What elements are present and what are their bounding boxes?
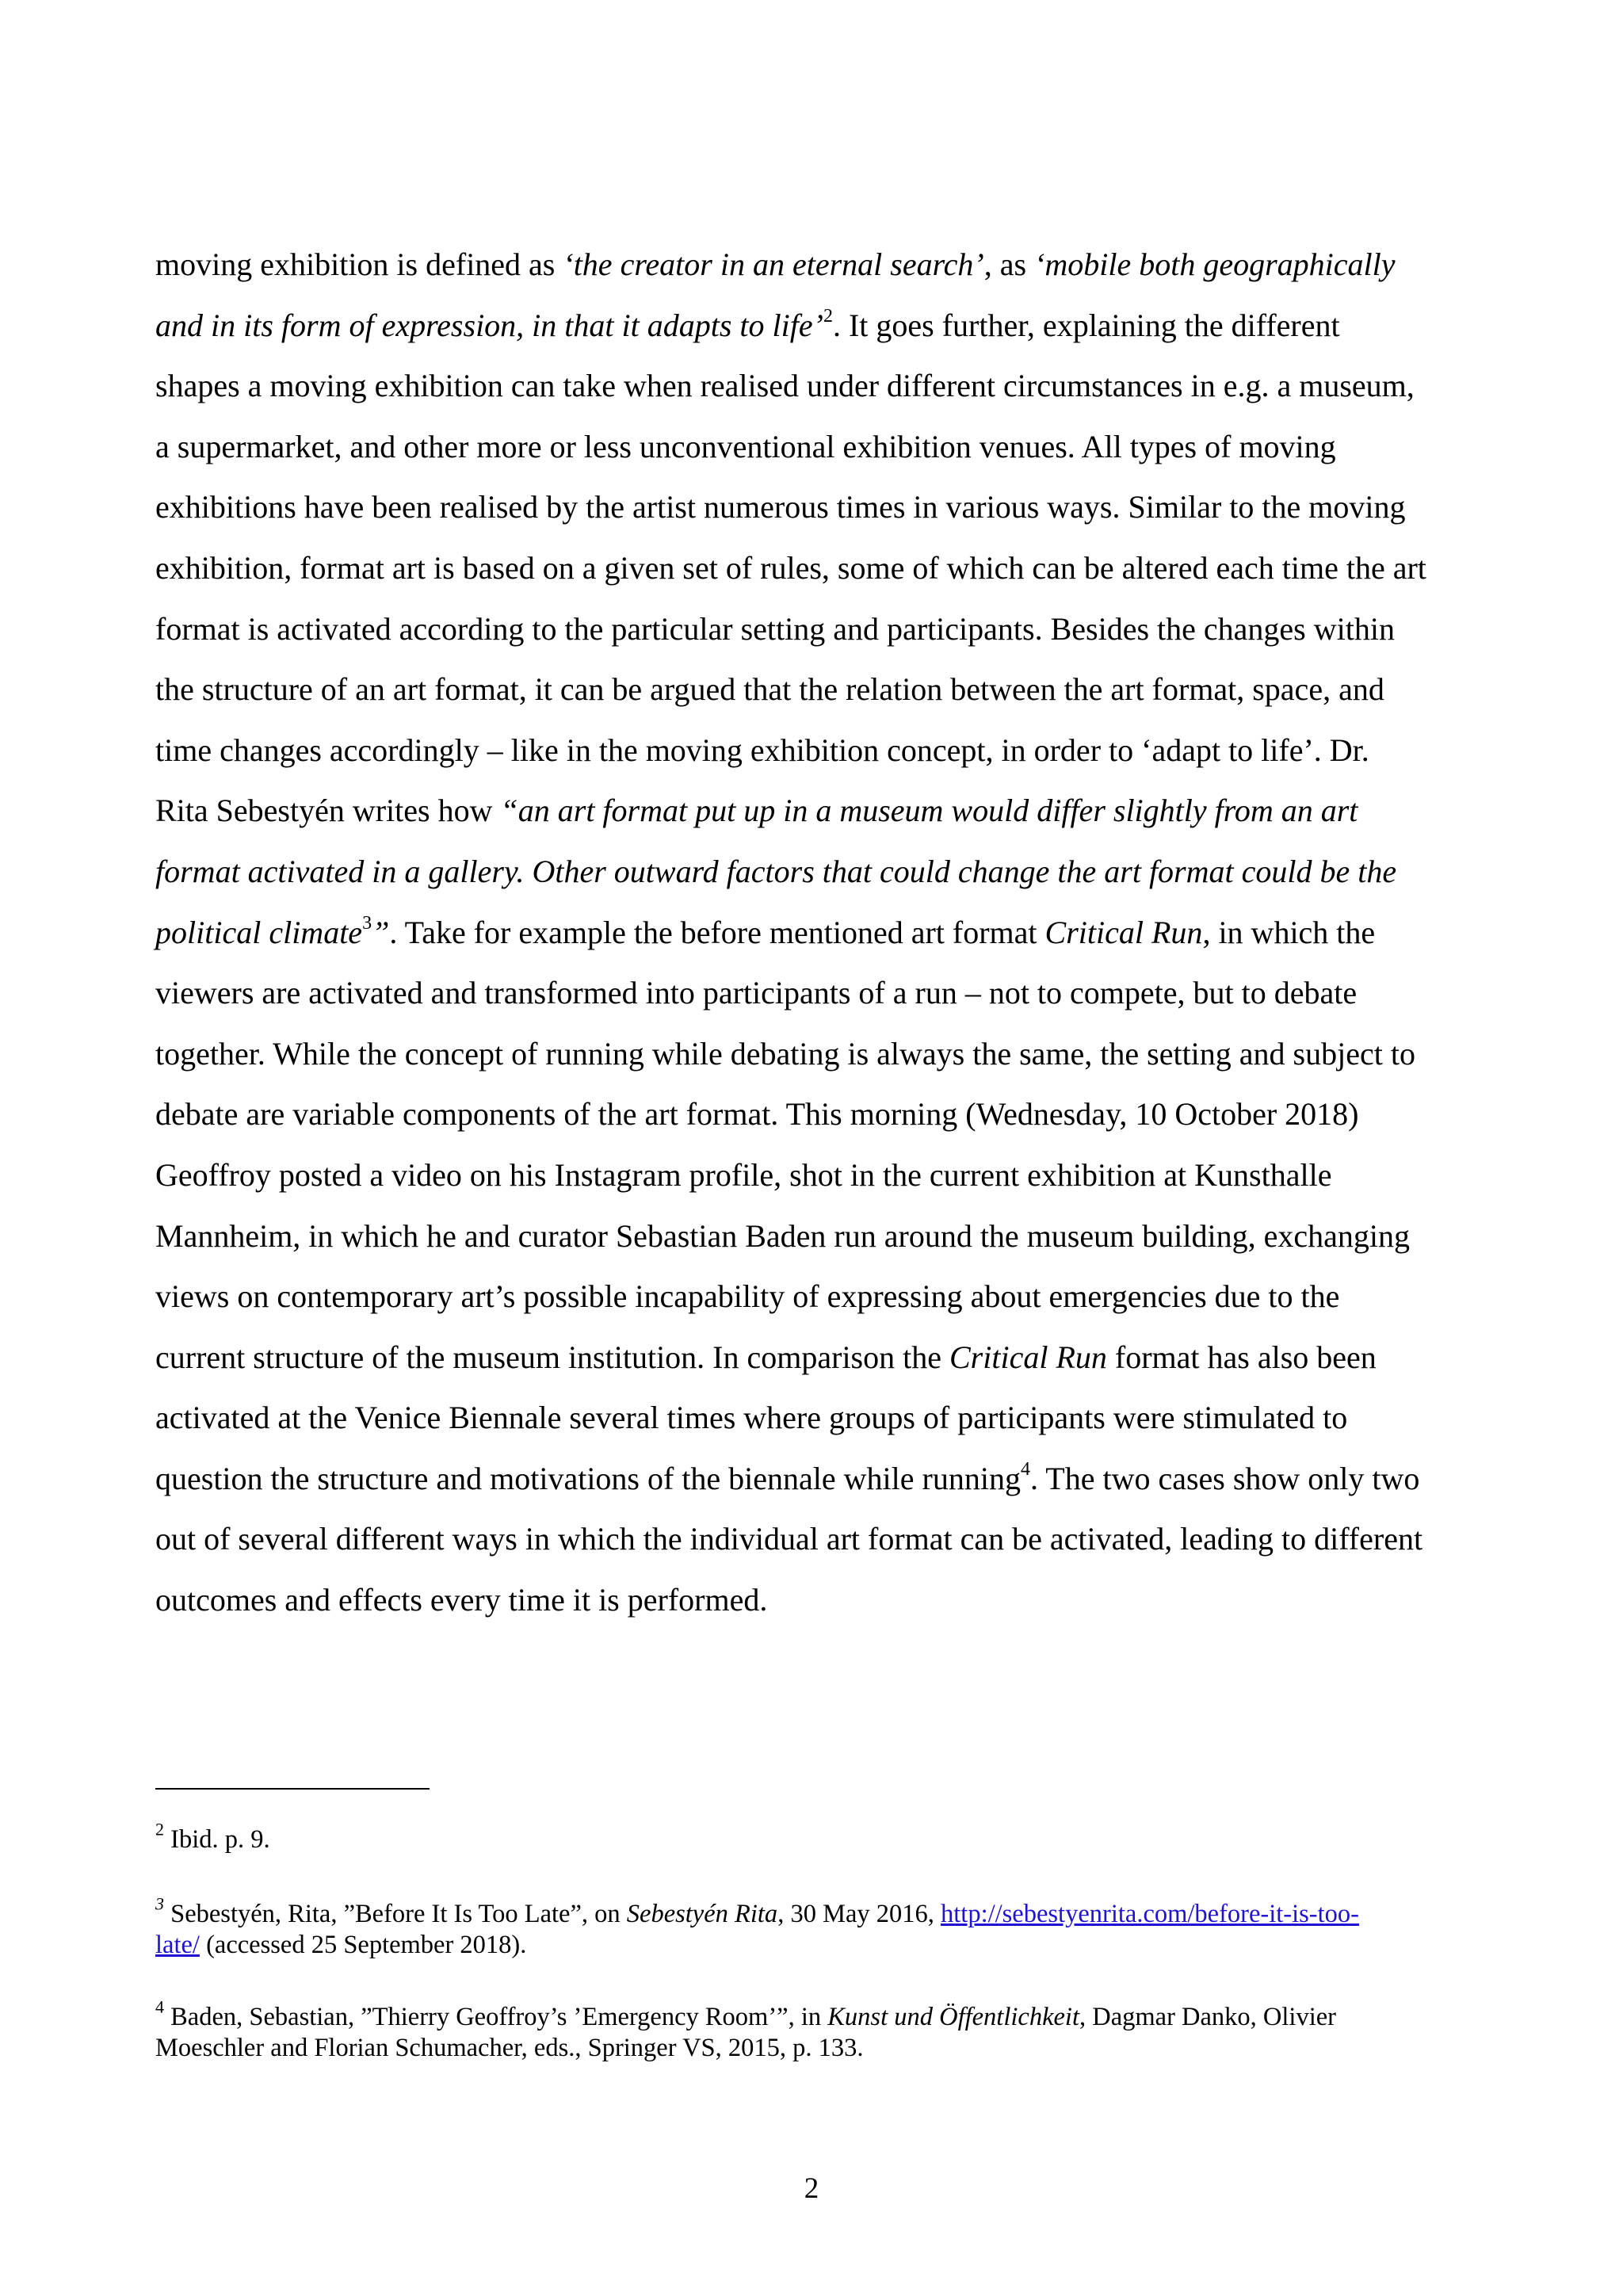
text-run: moving exhibition is defined as bbox=[155, 246, 563, 282]
footnote-text: Sebestyén, Rita, ”Before It Is Too Late”, on bbox=[164, 1900, 627, 1928]
text-run: Rita Sebestyén writes how bbox=[155, 793, 501, 829]
footnote-number: 4 bbox=[155, 1996, 164, 2017]
text-line: outcomes and effects every time it is performed. bbox=[155, 1582, 768, 1618]
page-number: 2 bbox=[804, 2172, 819, 2205]
text-line: format is activated according to the particular setting and participants. Besides the changes within bbox=[155, 610, 1395, 647]
footnote-line: Moeschler and Florian Schumacher, eds., Springer VS, 2015, p. 133. bbox=[155, 2034, 864, 2062]
quote-run: “an art format put up in a museum would differ slightly from an art bbox=[500, 793, 1358, 829]
text-line: activated at the Venice Biennale several times where groups of participants were stimulated to bbox=[155, 1400, 1348, 1436]
text-line: exhibitions have been realised by the artist numerous times in various ways. Similar to the moving bbox=[155, 489, 1406, 525]
source-title: Sebestyén Rita bbox=[626, 1900, 778, 1928]
text-line bbox=[155, 781, 1503, 842]
text-line bbox=[155, 842, 1503, 903]
text-line: shapes a moving exhibition can take when realised under different circumstances in e.g. a museum, bbox=[155, 368, 1415, 404]
source-title: Kunst und Öffentlichkeit bbox=[827, 2003, 1079, 2031]
text-line bbox=[155, 1449, 1503, 1510]
text-line: Mannheim, in which he and curator Sebastian Baden run around the museum building, exchanging bbox=[155, 1217, 1410, 1254]
text-run: , as bbox=[983, 246, 1035, 282]
work-title: Critical Run bbox=[949, 1339, 1107, 1375]
footnote-2 bbox=[155, 1819, 1455, 1855]
text-run: . Take for example the before mentioned art format bbox=[389, 914, 1045, 950]
text-line: a supermarket, and other more or less unconventional exhibition venues. All types of moving bbox=[155, 428, 1336, 464]
footnote-number: 2 bbox=[155, 1819, 164, 1839]
footnote-4 bbox=[155, 1996, 1455, 2064]
footnote-line bbox=[155, 1996, 1455, 2033]
footnote-text: , 30 May 2016, bbox=[777, 1900, 941, 1928]
text-line: the structure of an art format, it can be argued that the relation between the art format, space, and bbox=[155, 671, 1384, 708]
text-run: format has also been bbox=[1106, 1339, 1377, 1375]
footnote-text: , Dagmar Danko, Olivier bbox=[1079, 2003, 1336, 2031]
work-title: Critical Run bbox=[1044, 914, 1203, 950]
footnote-number-italic: 3 bbox=[155, 1893, 164, 1914]
text-line: views on contemporary art’s possible incapability of expressing about emergencies due to the bbox=[155, 1278, 1340, 1315]
footnote-number bbox=[155, 1894, 164, 1914]
text-line: together. While the concept of running while debating is always the same, the setting and subject to bbox=[155, 1035, 1415, 1072]
body-paragraph bbox=[155, 235, 1503, 1631]
quote-run: political climate bbox=[155, 914, 363, 950]
footnote-text: Ibid. p. 9. bbox=[164, 1825, 270, 1854]
text-run: , in which the bbox=[1202, 914, 1376, 950]
text-line bbox=[155, 235, 1503, 296]
quote-run: ‘mobile both geographically bbox=[1034, 246, 1396, 282]
quote-run: format activated in a gallery. Other outward factors that could change the art format could be the bbox=[155, 853, 1397, 889]
footnote-text: Baden, Sebastian, ”Thierry Geoffroy’s ’Emergency Room’”, in bbox=[164, 2003, 828, 2031]
text-line bbox=[155, 903, 1503, 964]
text-line: Geoffroy posted a video on his Instagram profile, shot in the current exhibition at Kunsthalle bbox=[155, 1156, 1332, 1193]
text-line: out of several different ways in which the individual art format can be activated, leading to different bbox=[155, 1521, 1423, 1557]
footnote-line bbox=[155, 1893, 1455, 1930]
footnote-ref[interactable]: 3 bbox=[362, 912, 372, 934]
text-line: time changes accordingly – like in the moving exhibition concept, in order to ‘adapt to life’. Dr. bbox=[155, 732, 1369, 768]
text-run: current structure of the museum institution. In comparison the bbox=[155, 1339, 949, 1375]
quote-run: ” bbox=[372, 914, 390, 950]
text-line: exhibition, format art is based on a given set of rules, some of which can be altered each time the art bbox=[155, 549, 1426, 586]
footnote-ref[interactable]: 2 bbox=[823, 305, 833, 327]
text-run: question the structure and motivations of the biennale while running bbox=[155, 1460, 1021, 1496]
quote-run: and in its form of expression, in that it adapts to life’ bbox=[155, 307, 823, 343]
source-link[interactable]: http://sebestyenrita.com/before-it-is-too- bbox=[941, 1900, 1359, 1928]
footnote-separator bbox=[155, 1788, 430, 1790]
text-line: debate are variable components of the art format. This morning (Wednesday, 10 October 2018) bbox=[155, 1096, 1359, 1133]
footnote-line bbox=[155, 1930, 1455, 1961]
text-line bbox=[155, 296, 1503, 357]
text-line: viewers are activated and transformed into participants of a run – not to compete, but to debate bbox=[155, 975, 1358, 1011]
text-line bbox=[155, 1328, 1503, 1389]
footnote-ref[interactable]: 4 bbox=[1020, 1458, 1030, 1480]
quote-run: ‘the creator in an eternal search’ bbox=[563, 246, 984, 282]
text-run: . It goes further, explaining the different bbox=[832, 307, 1340, 343]
text-run: . The two cases show only two bbox=[1029, 1460, 1420, 1496]
source-link-continued[interactable]: late/ bbox=[155, 1931, 200, 1959]
footnote-3 bbox=[155, 1893, 1455, 1961]
footnote-text: (accessed 25 September 2018). bbox=[199, 1931, 527, 1959]
